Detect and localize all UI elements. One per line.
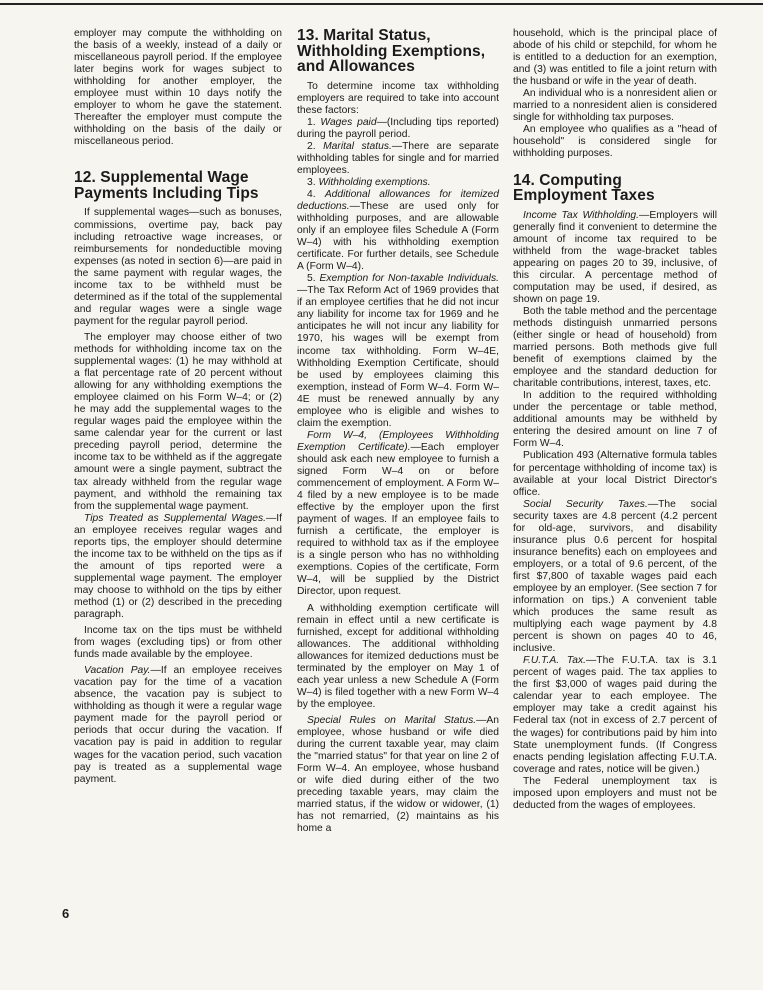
column-middle: [297, 28, 499, 835]
paragraph-text: —Each employer should ask each new employee to furnish a signed Form W–4 on or before commencement of employment. A Form W–4 filed by a new employee is to be made effective by the employer upon the first payment of wages. If an employee fails to furnish a certificate, the employer is required to withhold tax as if the employee is a single person who has no withholding exemptions. Copies of the certificate, Form W–4, will be supplied by the District Director, upon request.: [297, 441, 499, 598]
paragraph: [297, 430, 499, 599]
paragraph-text: —An employee, whose husband or wife died during the current taxable year, may claim the "married status" for that year on line 2 of Form W–4. An employee, whose husband or wife died during either of the two preceding taxable years, may claim the married status, if the widow or widower, (1) has not remarried, (2) maintains as his home a: [297, 714, 499, 835]
run-in-heading: Exemption for Non-taxable Individuals.: [319, 273, 499, 285]
run-in-heading: Marital status.: [323, 140, 392, 152]
paragraph: [513, 655, 717, 775]
paragraph-text: —The F.U.T.A. tax is 3.1 percent of wages paid. The tax applies to the first $3,000 of wages paid during the calendar year to each employee. The employer may take a credit against his Federal tax (not in excess of 2.7 percent of the wages) for contributions paid by him into State unemployment funds. (If Congress enacts pending legislation affecting F.U.T.A. coverage and rates, notice will be given.): [513, 655, 718, 775]
paragraph-text: —The Tax Reform Act of 1969 provides that if an employee certifies that he did not incur any liability for income tax for 1969 and he anticipates he will not incur any liability for 1970, his wages will be exempt from income tax withholding. Form W–4E, Withholding Exemption Certificate, should be used by employees claiming this exemption, instead of Form W–4. Form W–4E must be renewed annually by any employee who is eligible and wishes to claim the exemption.: [297, 285, 499, 429]
run-in-heading: Income Tax Withholding.: [523, 209, 640, 221]
top-rule: [0, 3, 763, 5]
page-number: 6: [62, 906, 70, 921]
paragraph: In addition to the required withholding under the percentage or table method, additional amounts may be withheld by entering the desired amount on line 7 of Form W–4.: [513, 390, 717, 450]
section-heading-12: 12. Supplemental Wage Payments Including Tips: [74, 169, 259, 202]
paragraph-text: —(Including tips reported) during the payroll period.: [297, 116, 499, 140]
paragraph: If supplemental wages—such as bonuses, commissions, overtime pay, back pay including retroactive wage increases, or reimbursements for nondeductible moving expenses (as noted in section 6)—are paid in the same payment with regular wages, the income tax to be withheld must be determined as if the total of the supplemental and regular wages were a single wage payment for the regular payroll period.: [74, 207, 282, 327]
run-in-heading: Social Security Taxes.: [523, 498, 648, 510]
column-left: [74, 28, 282, 786]
paragraph-text: —These are used only for withholding purposes, and are allowable only if an employee files Schedule A (Form W–4) with his withholding exemption certificate. For further details, see Schedule A (Form W–4).: [297, 200, 499, 273]
paragraph-text: —If an employee receives regular wages and reports tips, the employer should determine the income tax to be withheld on the tips as if the amount of tips reported were a supplemental wage payment. The employer may choose to withhold on the tips by either method (1) or (2) described in the preceding paragraph.: [74, 512, 282, 621]
paragraph: Publication 493 (Alternative formula tables for percentage withholding of income tax) is available at your local District Director's office.: [513, 450, 717, 498]
paragraph: [513, 210, 717, 306]
paragraph: [297, 715, 499, 835]
factor-number: 4.: [307, 188, 316, 200]
paragraph: To determine income tax withholding employers are required to take into account these factors:: [297, 80, 499, 116]
factor-number: 3.: [307, 176, 316, 188]
paragraph: Income tax on the tips must be withheld from wages (excluding tips) or from other funds made available by the employee.: [74, 625, 282, 661]
run-in-heading: Additional allowances for itemized deductions.: [297, 188, 499, 212]
run-in-heading: Form W–4, (Employees Withholding Exemption Certificate).: [297, 429, 499, 453]
factor-item: [297, 273, 499, 430]
section-heading-14: 14. Computing Employment Taxes: [513, 171, 655, 205]
factor-item: [297, 117, 499, 141]
run-in-heading: Special Rules on Marital Status.: [307, 714, 477, 726]
paragraph-text: —If an employee receives vacation pay for the time of a vacation absence, the vacation pay is subject to withholding as though it were a regular wage payment made for the payroll period or periods that occur during the vacation. If vacation pay is paid in addition to regular wages for the vacation period, such vacation pay is treated as a supplemental wage payment.: [74, 665, 282, 785]
paragraph: The employer may choose either of two methods for withholding income tax on the supplemental wages: (1) he may withhold at a flat percentage rate of 20 percent without allowing for any withholding exemptions the employee claimed on his Form W–4; or (2) he may add the supplemental wages to the regular wages paid the employee within the same calendar year for the current or last preceding payroll period, determine the income tax to be withheld as if the aggregate amount were a single payment, subtract the tax already withheld from the regular wage payment, and withhold the remaining tax from the supplemental wage payment.: [74, 331, 282, 512]
section-heading-13: 13. Marital Status, Withholding Exemptions, and Allowances: [297, 27, 486, 75]
factor-number: 1.: [307, 116, 316, 128]
paragraph: The Federal unemployment tax is imposed upon employers and must not be deducted from the wages of employees.: [513, 775, 717, 811]
column-right: [513, 28, 717, 812]
factor-item: [297, 177, 499, 189]
paragraph: [74, 665, 282, 785]
factor-number: 2.: [307, 140, 316, 152]
paragraph: An individual who is a nonresident alien or married to a nonresident alien is considered single for withholding tax purposes.: [513, 88, 717, 124]
paragraph: employer may compute the withholding on the basis of a weekly, instead of a daily or miscellaneous payroll period. If the employee later begins work for wages subject to withholding for another employer, the employee must within 10 days notify the employer to whom he gave the statement. Thereafter the employer must compute the withholding on the basis of the daily or miscellaneous period.: [74, 28, 282, 148]
run-in-heading: F.U.T.A. Tax.: [523, 655, 586, 667]
run-in-heading: Tips Treated as Supplemental Wages.: [84, 512, 266, 524]
paragraph-text: —There are separate withholding tables for single and for married employees.: [297, 140, 499, 176]
paragraph: An employee who qualifies as a "head of household" is considered single for withholding purposes.: [513, 124, 717, 160]
paragraph: A withholding exemption certificate will remain in effect until a new certificate is furnished, except for additional withholding allowances. The additional withholding allowances for itemized deductions must be terminated by the employer on May 1 of each year unless a new Schedule A (Form W–4) is filed together with a new Form W–4 by the employee.: [297, 602, 499, 710]
run-in-heading: Wages paid: [320, 116, 377, 128]
factor-number: 5.: [307, 273, 316, 285]
run-in-heading: Vacation Pay.: [84, 665, 151, 677]
paragraph-text: —Employers will generally find it convenient to determine the amount of income tax required to be withheld from the wage-bracket tables appearing on pages 20 to 39, inclusive, of this circular. A percentage method of computation may be used, if desired, as shown on page 19.: [513, 209, 717, 305]
paragraph-text: —The social security taxes are 4.8 percent (4.2 percent for old-age, survivors, and disability insurance plus 0.6 percent for hospital insurance benefits) each on employees and employers, or a total of 9.6 percent, of the first $7,800 of taxable wages paid each employee by an employer. (See section 7 for information on tips.) A convenient table which produces the same result as multiplying each wage payment by 4.8 percent is shown on pages 40 to 46, inclusive.: [513, 498, 718, 655]
paragraph: [513, 499, 717, 656]
run-in-heading: Withholding exemptions.: [318, 176, 431, 188]
factor-item: [297, 141, 499, 177]
paragraph: household, which is the principal place of abode of his child or stepchild, for whom he is entitled to a deduction for an exemption, and (3) was entitled to file a joint return with the husband or wife in the year of death.: [513, 28, 717, 88]
factor-item: [297, 189, 499, 273]
paragraph: Both the table method and the percentage methods distinguish unmarried persons (either single or head of household) from married persons. Both methods give full benefit of exemptions claimed by the employee and the standard deduction for charitable contributions, interest, taxes, etc.: [513, 305, 717, 390]
paragraph: [74, 513, 282, 621]
